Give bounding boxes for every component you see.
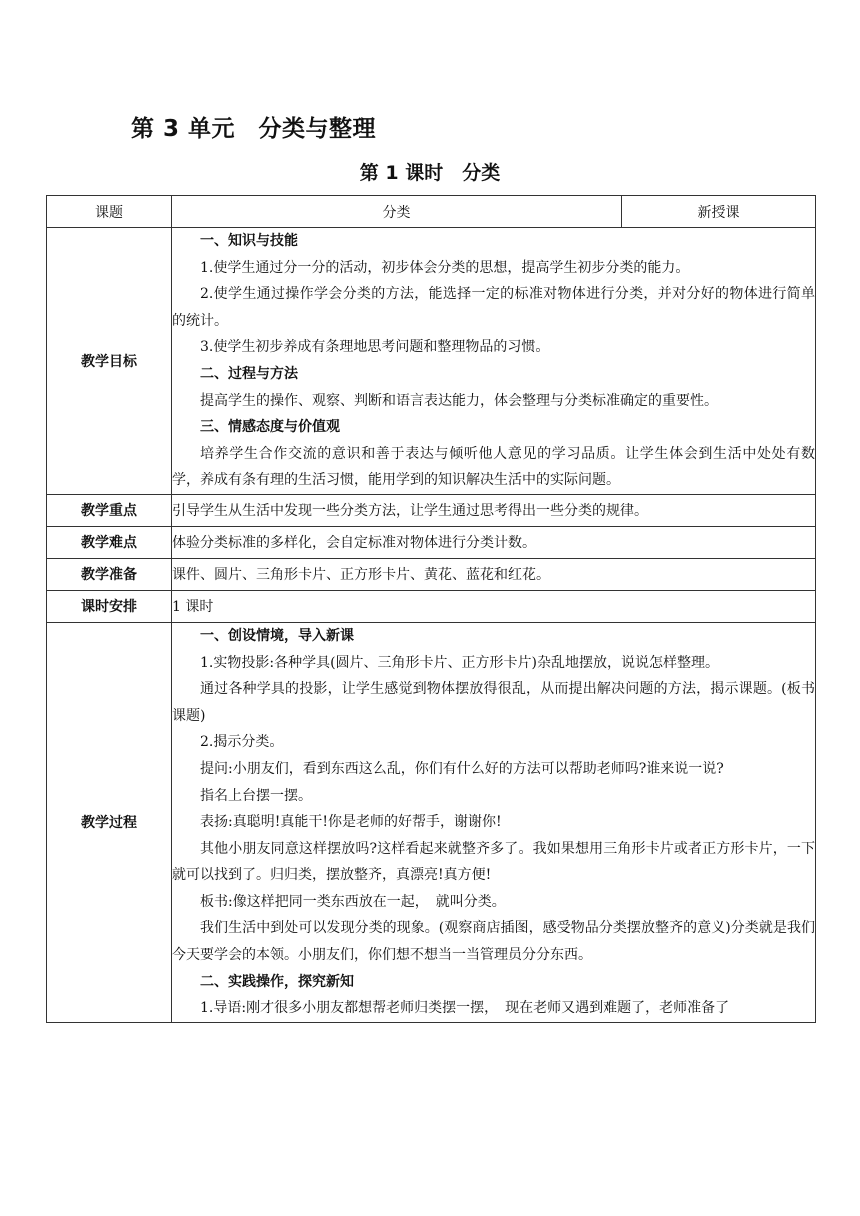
difficulties-row bbox=[47, 526, 816, 558]
paragraph: 其他小朋友同意这样摆放吗?这样看起来就整齐多了。我如果想用三角形卡片或者正方形卡片，一下就可以找到了。归归类，摆放整齐，真漂亮!真方便! bbox=[172, 840, 815, 884]
objectives-row bbox=[47, 228, 816, 495]
lesson-type: 新授课 bbox=[622, 196, 816, 228]
paragraph: 通过各种学具的投影，让学生感觉到物体摆放得很乱，从而提出解决问题的方法，揭示课题。(板书课题) bbox=[172, 681, 815, 724]
paragraph: 提高学生的操作、观察、判断和语言表达能力，体会整理与分类标准确定的重要性。 bbox=[200, 392, 718, 409]
section-heading: 一、知识与技能 bbox=[200, 233, 298, 249]
lesson-plan-table bbox=[46, 195, 816, 1023]
paragraph: 1.导语:刚才很多小朋友都想帮老师归类摆一摆， 现在老师又遇到难题了，老师准备了 bbox=[200, 1000, 730, 1017]
preparation-label: 教学准备 bbox=[47, 558, 172, 590]
lesson-title: 第 1 课时 分类 bbox=[359, 162, 501, 184]
schedule-text: 1 课时 bbox=[172, 590, 816, 622]
paragraph: 表扬:真聪明!真能干!你是老师的好帮手，谢谢你! bbox=[200, 814, 502, 831]
topic-value: 分类 bbox=[172, 196, 622, 228]
objectives-content bbox=[172, 228, 816, 495]
paragraph: 1.实物投影:各种学具(圆片、三角形卡片、正方形卡片)杂乱地摆放，说说怎样整理。 bbox=[200, 654, 719, 671]
unit-title: 第 3 单元 分类与整理 bbox=[131, 116, 377, 142]
difficulties-label: 教学难点 bbox=[47, 526, 172, 558]
objectives-label: 教学目标 bbox=[47, 228, 172, 495]
paragraph: 指名上台摆一摆。 bbox=[200, 787, 312, 804]
paragraph: 3.使学生初步养成有条理地思考问题和整理物品的习惯。 bbox=[200, 339, 550, 356]
preparation-row bbox=[47, 558, 816, 590]
key-points-text: 引导学生从生活中发现一些分类方法，让学生通过思考得出一些分类的规律。 bbox=[172, 494, 816, 526]
schedule-row bbox=[47, 590, 816, 622]
paragraph: 培养学生合作交流的意识和善于表达与倾听他人意见的学习品质。让学生体会到生活中处处有数学，养成有条有理的生活习惯，能用学到的知识解决生活中的实际问题。 bbox=[172, 445, 815, 489]
section-heading: 二、实践操作，探究新知 bbox=[200, 973, 354, 990]
paragraph: 提问:小朋友们，看到东西这么乱，你们有什么好的方法可以帮助老师吗?谁来说一说? bbox=[200, 760, 724, 777]
process-label: 教学过程 bbox=[47, 622, 172, 1022]
header-row bbox=[47, 196, 816, 228]
section-heading: 二、过程与方法 bbox=[200, 365, 298, 382]
topic-label: 课题 bbox=[47, 196, 172, 228]
paragraph: 1.使学生通过分一分的活动，初步体会分类的思想，提高学生初步分类的能力。 bbox=[200, 259, 690, 276]
preparation-text: 课件、圆片、三角形卡片、正方形卡片、黄花、蓝花和红花。 bbox=[172, 558, 816, 590]
process-content bbox=[172, 622, 816, 1022]
paragraph: 2.使学生通过操作学会分类的方法，能选择一定的标准对物体进行分类，并对分好的物体进行简单的统计。 bbox=[172, 286, 815, 329]
schedule-label: 课时安排 bbox=[47, 590, 172, 622]
paragraph: 我们生活中到处可以发现分类的现象。(观察商店插图，感受物品分类摆放整齐的意义)分类就是我们今天要学会的本领。小朋友们，你们想不想当一当管理员分分东西。 bbox=[172, 920, 815, 964]
section-heading: 三、情感态度与价值观 bbox=[200, 419, 340, 436]
key-points-row bbox=[47, 494, 816, 526]
section-heading: 一、创设情境，导入新课 bbox=[200, 627, 354, 644]
difficulties-text: 体验分类标准的多样化，会自定标准对物体进行分类计数。 bbox=[172, 526, 816, 558]
process-row bbox=[47, 622, 816, 1022]
paragraph: 2.揭示分类。 bbox=[200, 734, 284, 751]
key-points-label: 教学重点 bbox=[47, 494, 172, 526]
paragraph: 板书:像这样把同一类东西放在一起， 就叫分类。 bbox=[200, 893, 506, 910]
